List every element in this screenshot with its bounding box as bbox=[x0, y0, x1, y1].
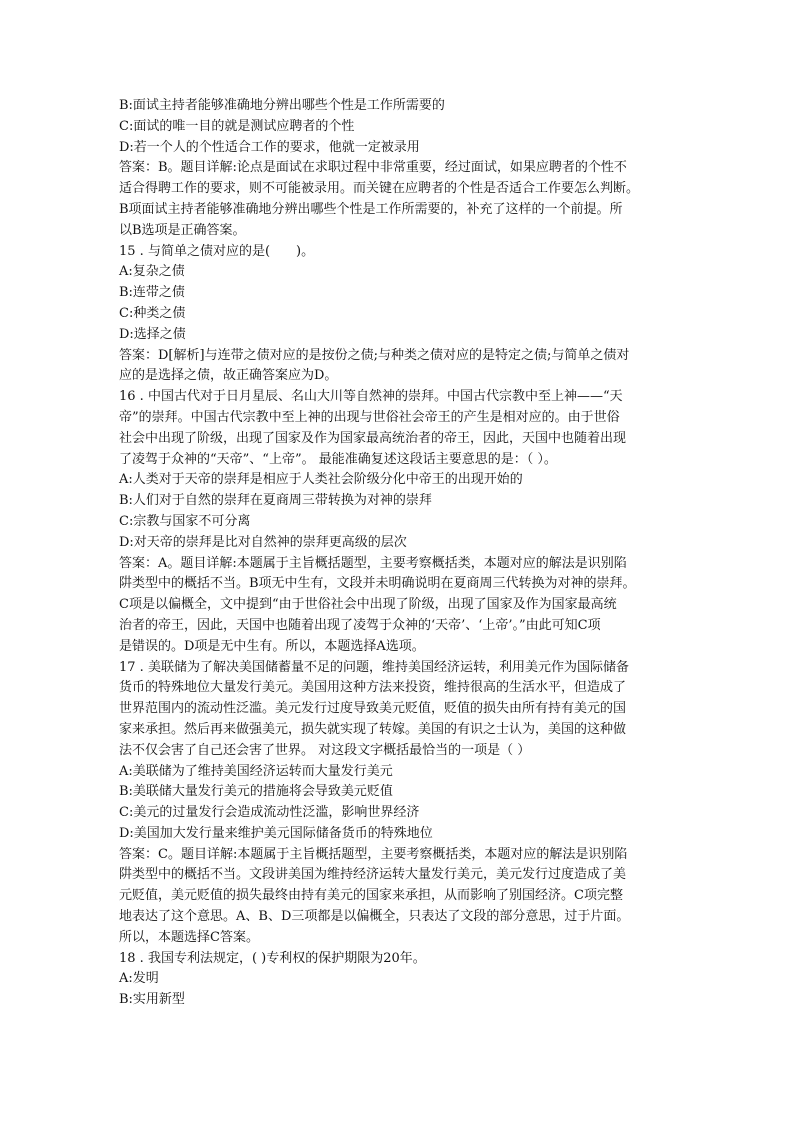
text-line: A:复杂之债 bbox=[119, 264, 185, 280]
text-line: 17 . 美联储为了解决美国储蓄量不足的问题，维持美国经济运转，利用美元作为国际储备 bbox=[119, 659, 629, 675]
text-line: C:宗教与国家不可分离 bbox=[119, 513, 251, 529]
text-line: D:选择之债 bbox=[119, 326, 186, 342]
text-line: 是错误的。D项是无中生有。所以，本题选择A选项。 bbox=[119, 638, 425, 654]
text-line: 法不仅会害了自己还会害了世界。 对这段文字概括最恰当的一项是（ ） bbox=[119, 742, 531, 758]
text-line: B:实用新型 bbox=[119, 992, 185, 1008]
text-line: A:人类对于天帝的崇拜是相应于人类社会阶级分化中帝王的出现开始的 bbox=[119, 472, 523, 488]
text-line: D:美国加大发行量来维护美元国际储备货币的特殊地位 bbox=[119, 825, 433, 841]
text-line: B:面试主持者能够准确地分辨出哪些个性是工作所需要的 bbox=[119, 98, 445, 113]
text-line: 家来承担。然后再来做强美元，损失就实现了转嫁。美国的有识之士认为，美国的这种做 bbox=[119, 721, 627, 737]
text-line: 15 . 与简单之债对应的是( )。 bbox=[119, 243, 315, 259]
text-line: B:连带之债 bbox=[119, 285, 185, 301]
text-line: D:若一个人的个性适合工作的要求，他就一定被录用 bbox=[119, 139, 420, 155]
text-line: 元贬值，美元贬值的损失最终由持有美元的国家来承担，从而影响了别国经济。C项完整 bbox=[119, 888, 623, 904]
text-line: 答案：D[解析]与连带之债对应的是按份之债;与种类之债对应的是特定之债;与简单之债对 bbox=[119, 347, 630, 363]
text-line: B项面试主持者能够准确地分辨出哪些个性是工作所需要的，补充了这样的一个前提。所 bbox=[119, 201, 623, 217]
text-line: 阱类型中的概括不当。B项无中生有，文段并未明确说明在夏商周三代转换为对神的崇拜。 bbox=[119, 576, 636, 592]
text-line: 应的是选择之债，故正确答案应为D。 bbox=[119, 368, 338, 384]
text-line: D:对天帝的崇拜是比对自然神的崇拜更高级的层次 bbox=[119, 534, 407, 550]
text-line: 货币的特殊地位大量发行美元。美国用这种方法来投资，维持很高的生活水平，但造成了 bbox=[119, 680, 627, 696]
text-line: 阱类型中的概括不当。文段讲美国为维持经济运转大量发行美元，美元发行过度造成了美 bbox=[119, 867, 627, 883]
text-line: C:种类之债 bbox=[119, 305, 186, 321]
text-line: 了凌驾于众神的“天帝”、“上帝”。 最能准确复述这段话主要意思的是：（ ）。 bbox=[119, 451, 557, 467]
text-line: 答案：B。题目详解:论点是面试在求职过程中非常重要，经过面试，如果应聘者的个性不 bbox=[119, 160, 627, 176]
document-page bbox=[119, 96, 679, 1011]
text-line: 所以，本题选择C答案。 bbox=[119, 929, 259, 945]
text-line: 16 . 中国古代对于日月星辰、名山大川等自然神的崇拜。中国古代宗教中至上神——“天 bbox=[119, 389, 623, 405]
text-line: A:发明 bbox=[119, 971, 159, 987]
text-line: C项是以偏概全，文中提到“由于世俗社会中出现了阶级，出现了国家及作为国家最高统 bbox=[119, 597, 617, 613]
text-line: 答案：A。题目详解:本题属于主旨概括题型，主要考察概括类，本题对应的解法是识别陷 bbox=[119, 555, 627, 571]
text-line: 地表达了这个意思。A、B、D三项都是以偏概全，只表达了文段的部分意思，过于片面。 bbox=[119, 909, 630, 925]
text-line: C:面试的唯一目的就是测试应聘者的个性 bbox=[119, 118, 355, 134]
text-line: C:美元的过量发行会造成流动性泛滥，影响世界经济 bbox=[119, 805, 420, 821]
text-line: B:美联储大量发行美元的措施将会导致美元贬值 bbox=[119, 784, 393, 800]
text-line: 帝”的崇拜。中国古代宗教中至上神的出现与世俗社会帝王的产生是相对应的。由于世俗 bbox=[119, 409, 620, 425]
text-line: 社会中出现了阶级，出现了国家及作为国家最高统治者的帝王，因此，天国中也随着出现 bbox=[119, 430, 627, 446]
text-line: 适合得聘工作的要求，则不可能被录用。而关键在应聘者的个性是否适合工作要怎么判断。 bbox=[119, 181, 640, 197]
text-line: B:人们对于自然的崇拜在夏商周三带转换为对神的崇拜 bbox=[119, 493, 432, 509]
text-line: 答案：C。题目详解:本题属于主旨概括题型，主要考察概括类，本题对应的解法是识别陷 bbox=[119, 846, 628, 862]
text-line: 治者的帝王，因此，天国中也随着出现了凌驾于众神的‘天帝’、‘上帝’。”由此可知C项 bbox=[119, 617, 601, 633]
text-line: A:美联储为了维持美国经济运转而大量发行美元 bbox=[119, 763, 393, 779]
text-line: 以B选项是正确答案。 bbox=[119, 222, 246, 238]
text-line: 18 . 我国专利法规定，( )专利权的保护期限为20年。 bbox=[119, 950, 426, 966]
text-line: 世界范围内的流动性泛滥。美元发行过度导致美元贬值，贬值的损失由所有持有美元的国 bbox=[119, 701, 627, 717]
